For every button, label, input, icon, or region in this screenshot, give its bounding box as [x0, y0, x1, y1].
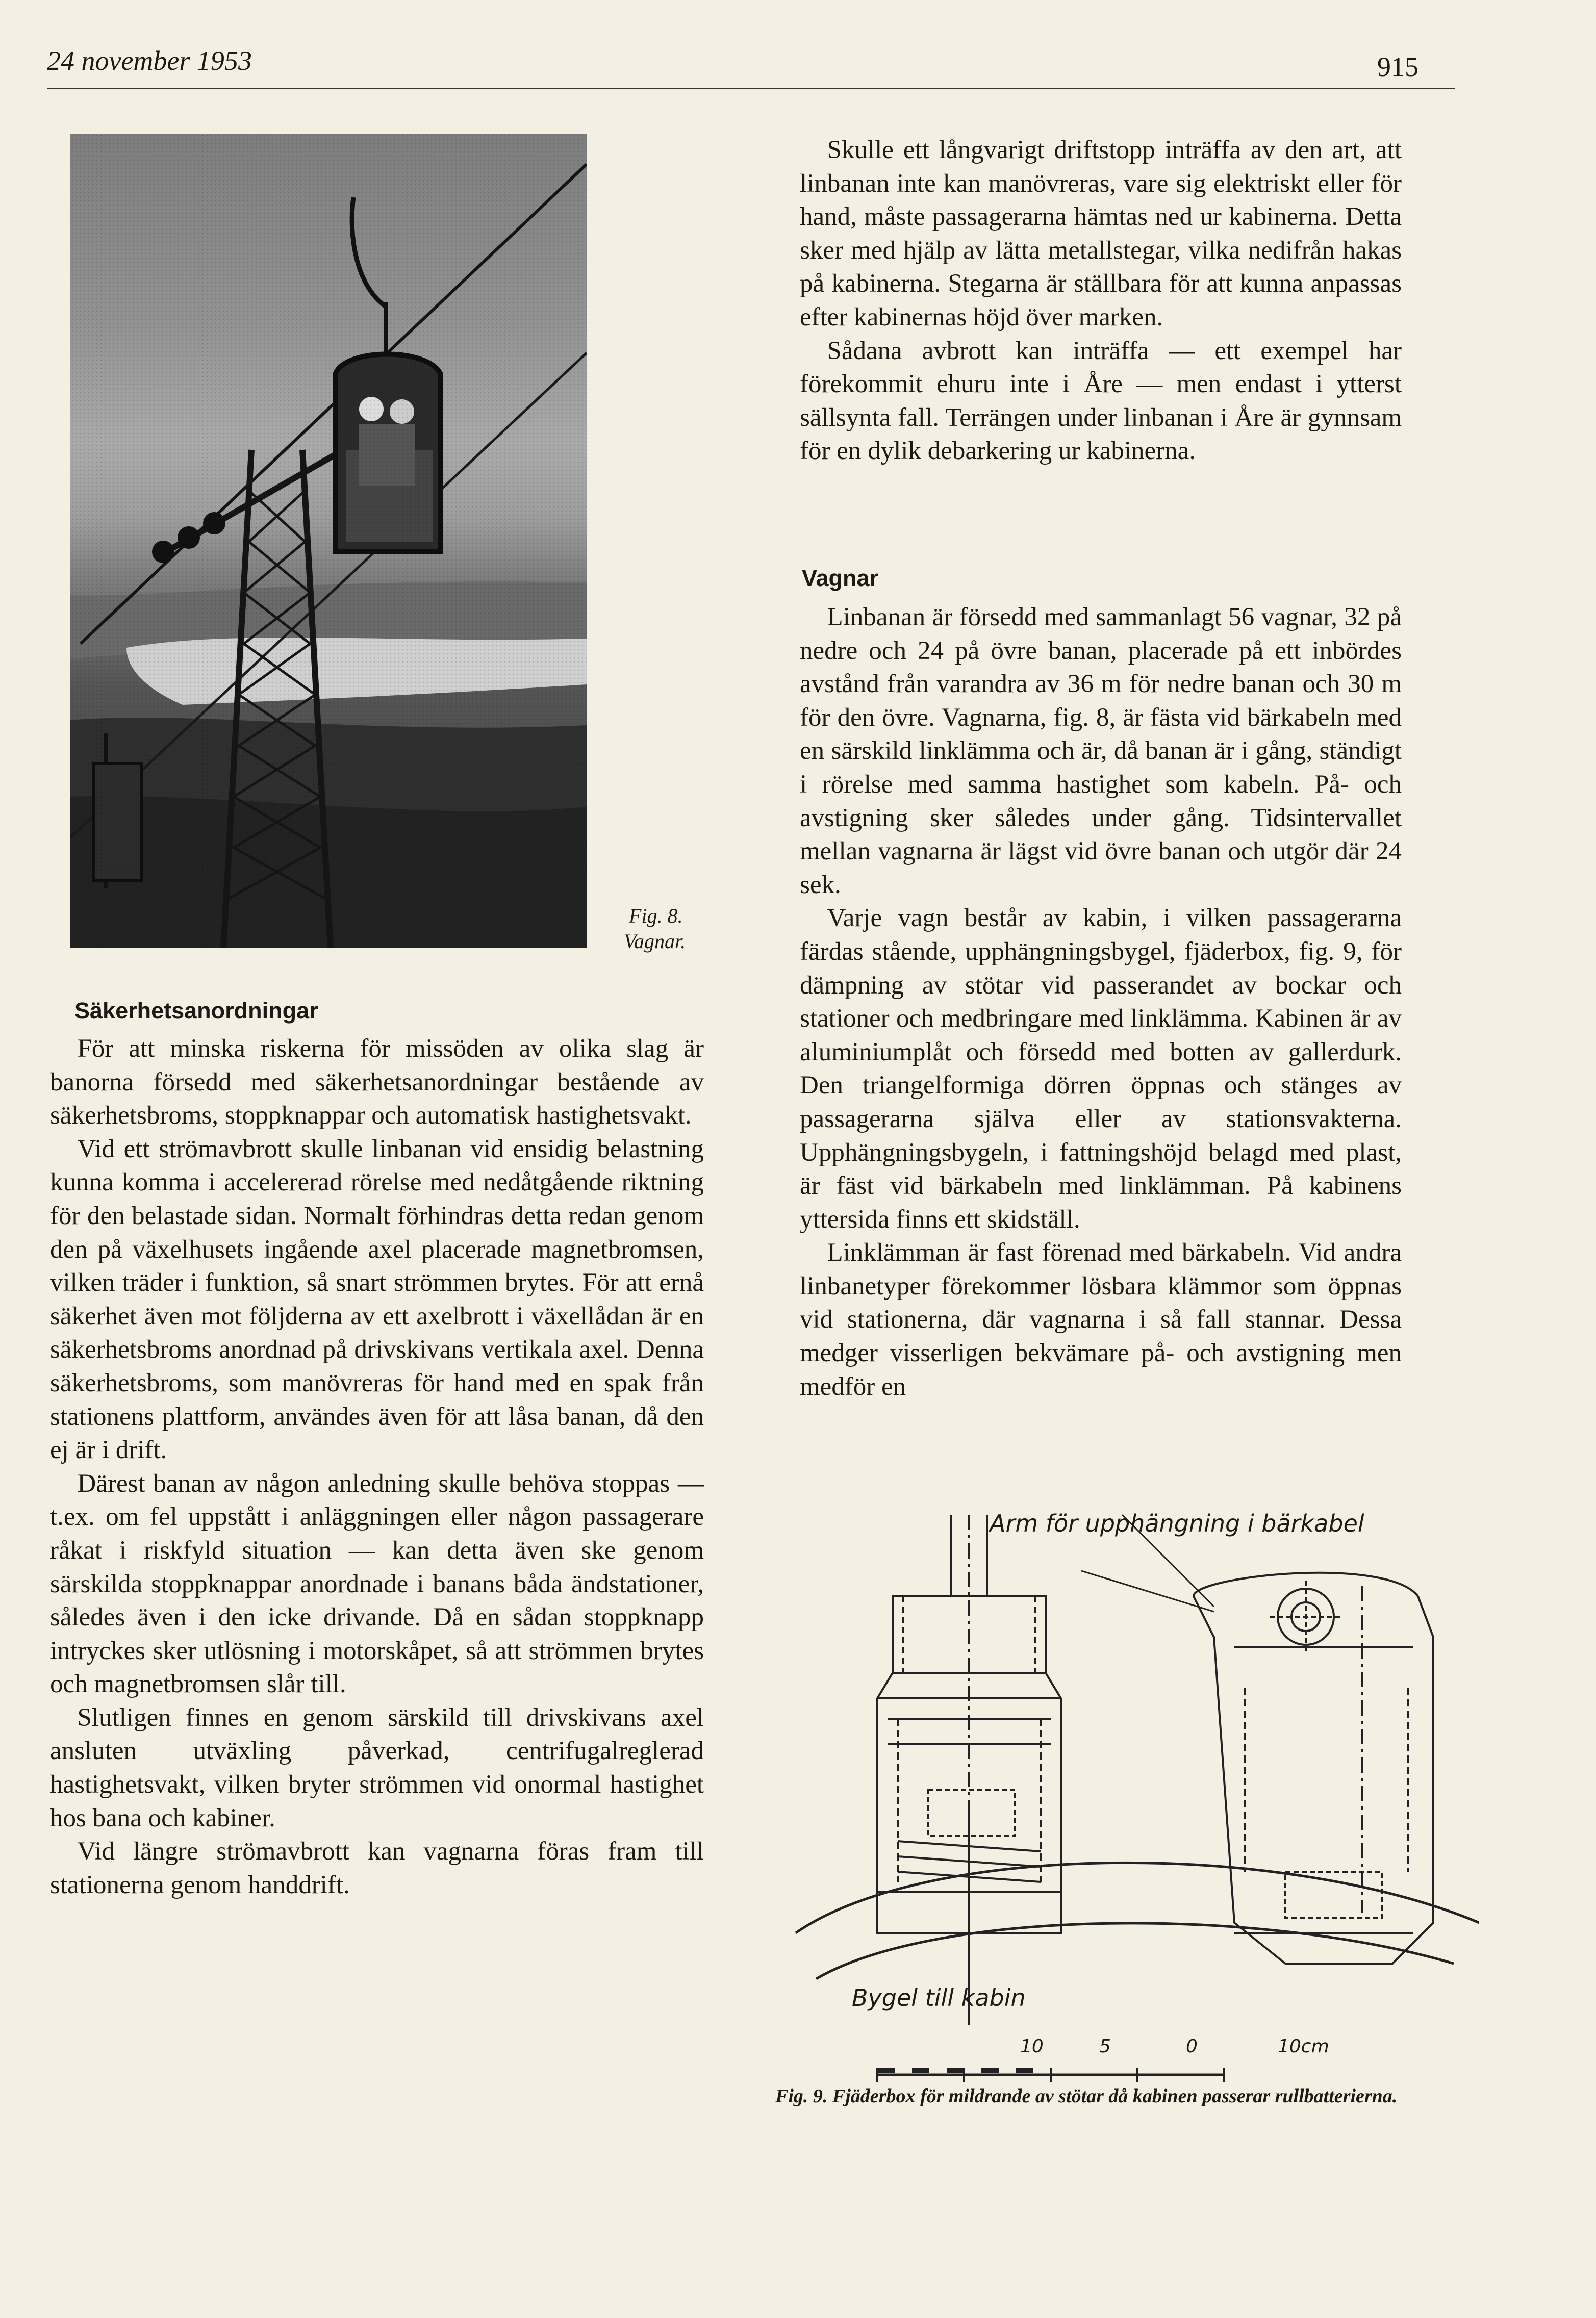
- paragraph: Varje vagn består av kabin, i vilken passagerarna färdas stående, upphängningsbygel, fjäderbox, fig. 9, för dämpning av stötar vid passerandet av bockar och stationer och medbringare med linklämma. Kabinen är av aluminiumplåt och försedd med botten av gallerdurk. Den triangelformiga dörren öppnas och stänges av passagerarna själva eller av stationsvakterna. Upphängningsbygeln, i fattningshöjd belagd med plast, är fäst vid bärkabeln med linklämman. På kabinens yttersida finns ett skidställ.: [800, 904, 1402, 1234]
- header-rule: [47, 88, 1455, 89]
- right-column-vagnar: [800, 601, 1402, 1404]
- section-heading-vagnar: Vagnar: [802, 565, 879, 591]
- figure-8-photo: [70, 134, 587, 948]
- figure-9-label-bygel: Bygel till kabin: [852, 1984, 1026, 2011]
- paragraph: Därest banan av någon anledning skulle behöva stoppas — t.ex. om fel uppstått i anläggningen eller någon passagerare råkat i riskfyld situation — kan detta även ske genom särskilda stoppknappar anordnade i banans båda ändstationer, således även i den icke drivande. Då en sådan stoppknapp intryckes sker utlösning i motorskåpet, så att strömmen brytes och magnetbromsen slår till.: [50, 1469, 704, 1699]
- paragraph: Slutligen finnes en genom särskild till drivskivans axel ansluten utväxling påverkad, centrifugalreglerad hastighetsvakt, vilken bryter strömmen vid onormal hastighet hos bana och kabiner.: [50, 1703, 704, 1832]
- page-number: 915: [1377, 52, 1418, 82]
- paragraph: Skulle ett långvarigt driftstopp inträffa av den art, att linbanan inte kan manövreras, vare sig elektriskt eller för hand, måste passagerarna hämtas ned ur kabinerna. Detta sker med hjälp av lätta metallstegar, vilka nedifrån hakas på kabinerna. Stegarna är ställbara för att kunna anpassas efter kabinernas höjd över marken.: [800, 136, 1402, 332]
- paragraph: Vid ett strömavbrott skulle linbanan vid ensidig belastning kunna komma i accelererad rörelse med nedåtgående riktning för den belastade sidan. Normalt förhindras detta redan genom den på växelhusets ingående axel placerade magnetbromsen, vilken träder i funktion, så snart strömmen brytes. För att ernå säkerhet även mot följderna av ett axelbrott i växellådan är en säkerhetsbroms anordnad på drivskivans vertikala axel. Denna säkerhetsbroms, som manövreras för hand med en spak från stationens plattform, användes även för att låsa banan, då den ej är i drift.: [50, 1134, 704, 1465]
- paragraph: Linbanan är försedd med sammanlagt 56 vagnar, 32 på nedre och 24 på övre banan, placerade på ett inbördes avstånd från varandra av 36 m för nedre banan och 30 m för den övre. Vagnarna, fig. 8, är fästa vid bärkabeln med en särskild linklämma och är, då banan är i gång, ständigt i rörelse med samma hastighet som kabeln. På- och avstigning sker således under gång. Tidsintervallet mellan vagnarna är lägst vid övre banan och utgör där 24 sek.: [800, 603, 1402, 899]
- header-date: 24 november 1953: [47, 45, 252, 76]
- section-heading-sakerhet: Säkerhetsanordningar: [74, 998, 318, 1024]
- scale-label: 10: [1020, 2036, 1044, 2057]
- scale-label: 10cm: [1278, 2036, 1329, 2057]
- scale-label: 0: [1186, 2036, 1198, 2057]
- figure-8-label: Fig. 8.: [629, 904, 683, 927]
- scale-label: 5: [1099, 2036, 1111, 2057]
- figure-9-caption: Fig. 9. Fjäderbox för mildrande av stötar då kabinen passerar rullbatterierna.: [775, 2085, 1398, 2107]
- left-column-text: [50, 1032, 704, 1902]
- paragraph: Linklämman är fast förenad med bärkabeln. Vid andra linbanetyper förekommer lösbara klämmor som öppnas vid stationerna, där vagnarna i så fall stannar. Dessa medger visserligen bekvämare på- och avstigning men medför en: [800, 1238, 1402, 1401]
- right-column-top: [800, 134, 1402, 468]
- figure-8-caption: Vagnar.: [624, 930, 686, 953]
- paragraph: Vid längre strömavbrott kan vagnarna föras fram till stationerna genom handdrift.: [50, 1837, 704, 1899]
- paragraph: För att minska riskerna för missöden av olika slag är banorna försedd med säkerhetsanordningar bestående av säkerhetsbroms, stoppknappar och automatisk hastighetsvakt.: [50, 1034, 704, 1130]
- figure-9-label-arm: Arm för upphängning i bärkabel: [990, 1510, 1364, 1537]
- paragraph: Sådana avbrott kan inträffa — ett exempel har förekommit ehuru inte i Åre — men endast i ytterst sällsynta fall. Terrängen under linbanan i Åre är gynnsam för en dylik debarkering ur kabinerna.: [800, 336, 1402, 466]
